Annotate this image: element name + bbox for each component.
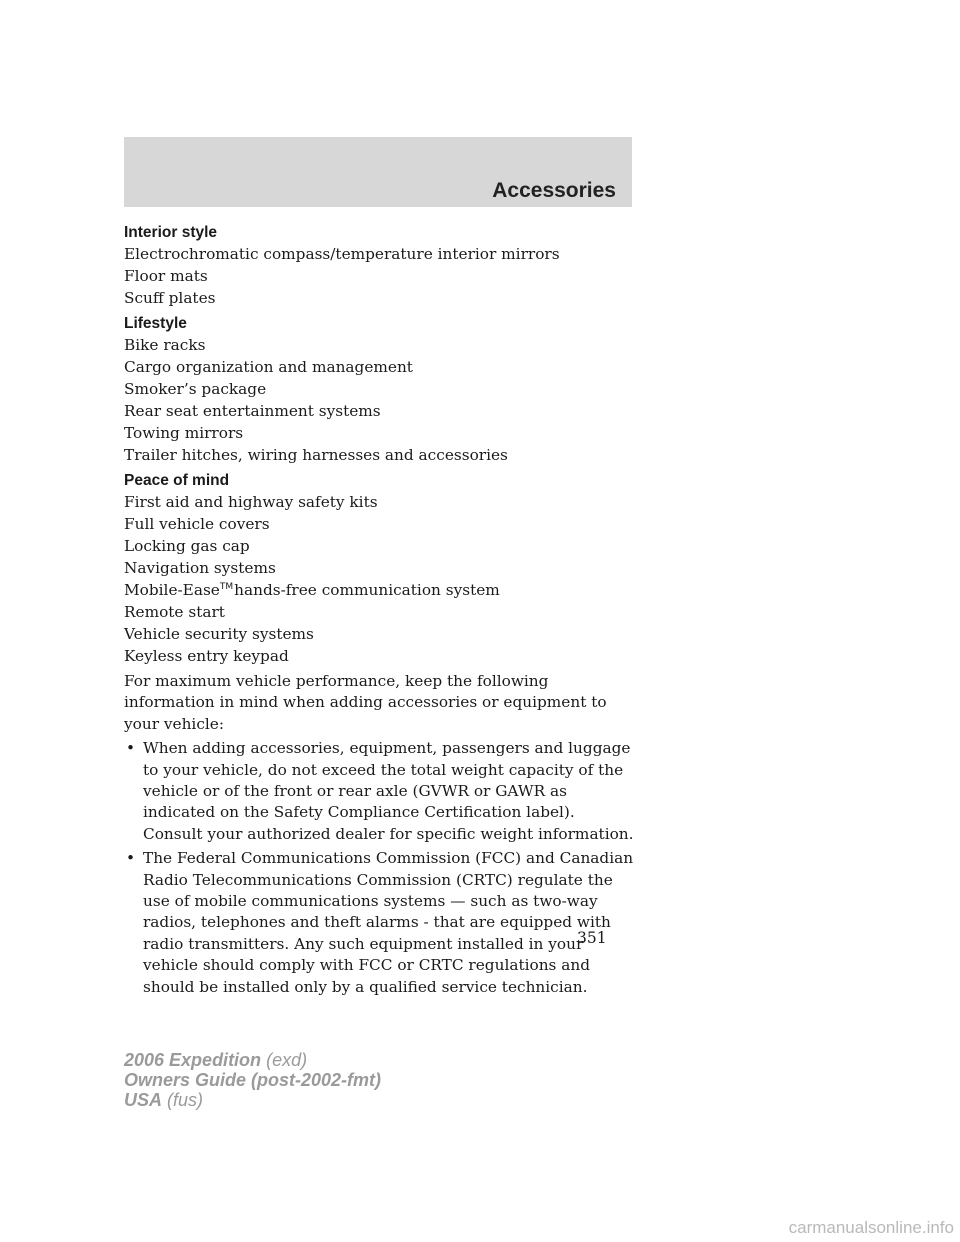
bullet-text: When adding accessories, equipment, passengers and luggage to your vehicle, do not exceed the total weight capacity of the vehicle or of the front or rear axle (GVWR or GAWR as indicated on the Safety Compliance Certification label). Consult your authorized dealer for specific weight information. (143, 739, 634, 843)
section-interior-style (124, 222, 634, 309)
section-header-band (124, 137, 632, 207)
trademark-mark: TM (219, 581, 234, 592)
footer-code: (exd) (266, 1050, 308, 1070)
footer-line-2 (124, 1070, 381, 1090)
page-content (124, 222, 634, 1001)
bullet-item (124, 738, 634, 845)
list-item: Electrochromatic compass/temperature interior mirrors (124, 245, 560, 263)
bullet-dot: • (126, 739, 136, 758)
list-item: Smoker’s package (124, 380, 267, 399)
footer-model: 2006 Expedition (124, 1050, 262, 1070)
intro-paragraph: For maximum vehicle performance, keep the following information in mind when adding accessories or equipment to your vehicle: (124, 671, 607, 733)
footer-guide: Owners Guide (post-2002-fmt) (124, 1070, 382, 1090)
section-heading: Lifestyle (124, 315, 187, 333)
footer-region: USA (124, 1090, 163, 1110)
list-item: Locking gas cap (124, 536, 250, 555)
item-text: hands-free communication system (234, 580, 500, 599)
list-item: Trailer hitches, wiring harnesses and accessories (124, 445, 508, 464)
section-lifestyle (124, 313, 634, 466)
list-item: Bike racks (124, 336, 206, 355)
section-title: Accessories (492, 179, 616, 202)
section-peace-of-mind (124, 470, 634, 667)
footer-region-code: (fus) (167, 1090, 204, 1110)
brand-name: Mobile-Ease (124, 580, 220, 599)
section-heading: Peace of mind (124, 472, 230, 490)
watermark: carmanualsonline.info (788, 1218, 954, 1237)
list-item: Rear seat entertainment systems (124, 401, 381, 420)
bullet-text: The Federal Communications Commission (FCC) and Canadian Radio Telecommunications Commission (CRTC) regulate the use of mobile communications systems — such as two-way radios, telephones and theft alarms - that are equipped with radio transmitters. Any such equipment installed in your vehicle should comply with FCC or CRTC regulations and should be installed only by a qualified service technician. (143, 849, 634, 996)
section-heading: Interior style (124, 224, 218, 241)
bullet-dot: • (126, 849, 136, 868)
list-item: Keyless entry keypad (124, 646, 289, 665)
list-item: Navigation systems (124, 558, 276, 577)
list-item: First aid and highway safety kits (124, 493, 378, 512)
list-item-mobile-ease (124, 580, 634, 601)
list-item: Full vehicle covers (124, 515, 270, 534)
document-footer (124, 1050, 381, 1110)
bullet-item (124, 848, 634, 998)
list-item: Floor mats (124, 266, 208, 285)
list-item: Remote start (124, 602, 225, 621)
list-item: Vehicle security systems (124, 624, 314, 643)
list-item: Cargo organization and management (124, 358, 413, 377)
page-number: 351 (577, 929, 607, 947)
footer-line-1 (124, 1050, 381, 1070)
footer-line-3 (124, 1090, 381, 1110)
list-item: Scuff plates (124, 288, 216, 307)
list-item: Towing mirrors (124, 423, 244, 442)
